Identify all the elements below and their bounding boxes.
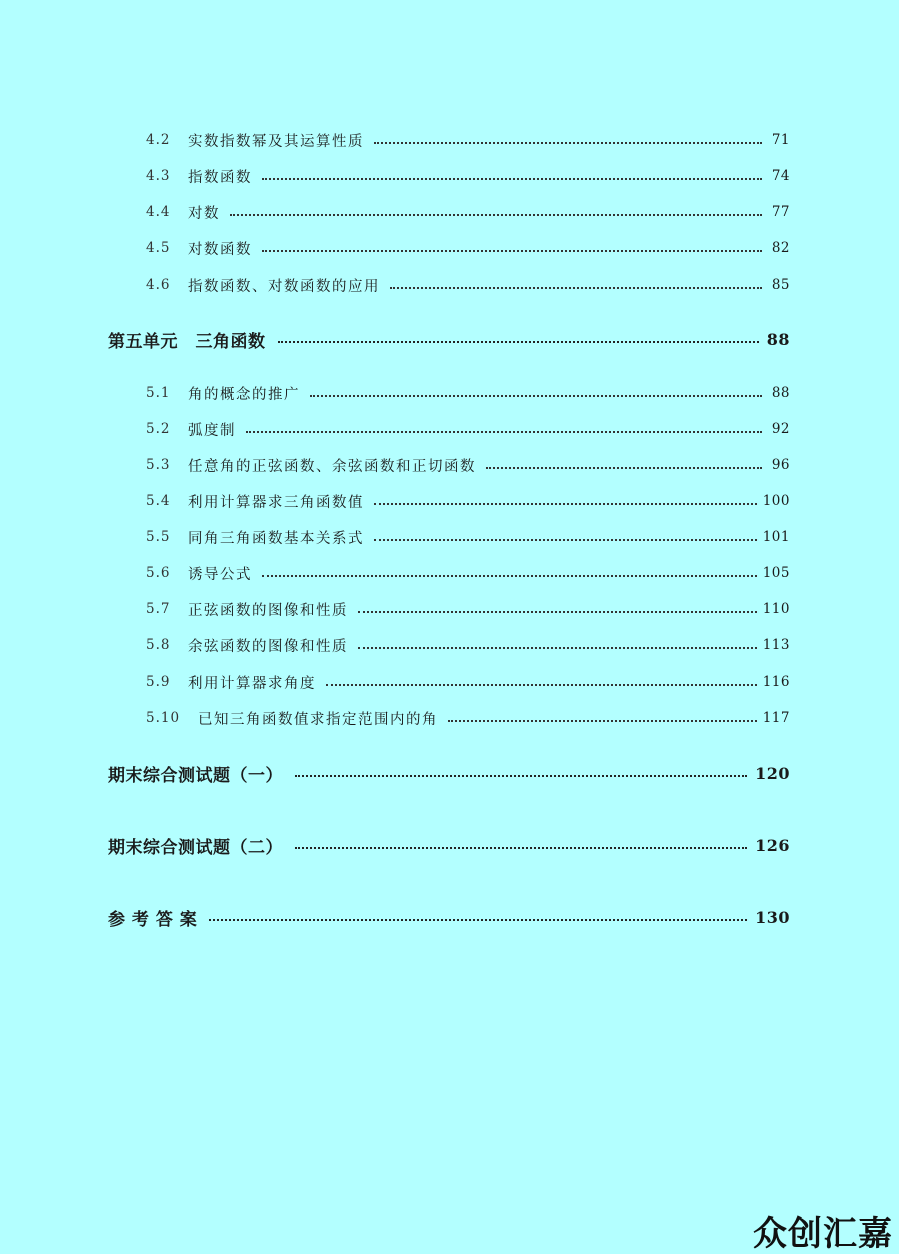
- dot-leader: [310, 395, 762, 397]
- dot-leader: [278, 341, 759, 343]
- toc-entry-unit-5[interactable]: [108, 324, 790, 354]
- toc-entry-5-7[interactable]: [146, 597, 790, 621]
- toc-entry-final-test-1[interactable]: [108, 758, 790, 788]
- toc-entry-5-8[interactable]: [146, 633, 790, 657]
- section-title: 正弦函数的图像和性质: [188, 602, 348, 619]
- section-number: 4.6: [146, 277, 171, 293]
- page-number: 105: [762, 565, 790, 581]
- page-number: 101: [762, 529, 790, 545]
- dot-leader: [374, 539, 757, 541]
- dot-leader: [374, 503, 757, 505]
- toc-entry-5-5[interactable]: [146, 525, 790, 549]
- dot-leader: [262, 575, 757, 577]
- section-number: 5.10: [146, 710, 181, 726]
- page-number: 110: [762, 601, 790, 617]
- section-title: 任意角的正弦函数、余弦函数和正切函数: [188, 458, 476, 475]
- dot-leader: [295, 775, 747, 777]
- toc-entry-4-4[interactable]: [146, 200, 790, 224]
- dot-leader: [230, 214, 762, 216]
- toc-entry-5-4[interactable]: [146, 489, 790, 513]
- dot-leader: [262, 250, 762, 252]
- watermark-text: 众创汇嘉: [753, 1214, 893, 1254]
- page-number: 113: [762, 637, 790, 653]
- section-number: 5.2: [146, 421, 171, 437]
- section-title: 角的概念的推广: [188, 386, 300, 403]
- section-title: 利用计算器求三角函数值: [188, 494, 364, 511]
- toc-entry-5-3[interactable]: [146, 453, 790, 477]
- entry-title: 期末综合测试题（一）: [108, 765, 283, 786]
- section-number: 5.9: [146, 674, 171, 690]
- section-number: 5.3: [146, 457, 171, 473]
- page-number: 88: [766, 329, 790, 349]
- section-number: 5.5: [146, 529, 171, 545]
- toc-entry-4-2[interactable]: [146, 128, 790, 152]
- toc-entry-5-10[interactable]: [146, 706, 790, 730]
- entry-title: 期末综合测试题（二）: [108, 837, 283, 858]
- dot-leader: [326, 684, 757, 686]
- dot-leader: [209, 919, 747, 921]
- dot-leader: [448, 720, 757, 722]
- page-number: 71: [771, 132, 790, 148]
- section-number: 4.2: [146, 132, 171, 148]
- section-number: 4.4: [146, 204, 171, 220]
- section-title: 诱导公式: [188, 566, 252, 583]
- page-number: 77: [771, 204, 790, 220]
- dot-leader: [374, 142, 762, 144]
- toc-entry-5-9[interactable]: [146, 670, 790, 694]
- section-number: 5.6: [146, 565, 171, 581]
- section-number: 4.3: [146, 168, 171, 184]
- toc-entry-5-2[interactable]: [146, 417, 790, 441]
- section-title: 指数函数: [188, 169, 252, 186]
- dot-leader: [295, 847, 747, 849]
- section-title: 弧度制: [188, 422, 236, 439]
- page-number: 92: [771, 421, 790, 437]
- dot-leader: [390, 287, 762, 289]
- toc-entry-final-test-2[interactable]: [108, 830, 790, 860]
- toc-entry-4-5[interactable]: [146, 236, 790, 260]
- page-number: 82: [771, 240, 790, 256]
- section-number: 5.1: [146, 385, 171, 401]
- section-title: 对数: [188, 205, 220, 222]
- dot-leader: [246, 431, 762, 433]
- toc-entry-4-6[interactable]: [146, 273, 790, 297]
- toc-entry-4-3[interactable]: [146, 164, 790, 188]
- page-number: 117: [762, 710, 790, 726]
- toc-entry-5-1[interactable]: [146, 381, 790, 405]
- dot-leader: [358, 647, 757, 649]
- section-title: 已知三角函数值求指定范围内的角: [198, 711, 438, 728]
- section-number: 4.5: [146, 240, 171, 256]
- section-number: 5.4: [146, 493, 171, 509]
- section-title: 实数指数幂及其运算性质: [188, 133, 364, 150]
- page-number: 130: [755, 907, 790, 927]
- section-title: 利用计算器求角度: [188, 675, 316, 692]
- unit-title: 第五单元 三角函数: [108, 331, 266, 352]
- section-title: 对数函数: [188, 241, 252, 258]
- page-number: 96: [771, 457, 790, 473]
- page-number: 126: [755, 835, 790, 855]
- section-number: 5.7: [146, 601, 171, 617]
- dot-leader: [262, 178, 762, 180]
- page-number: 88: [771, 385, 790, 401]
- dot-leader: [486, 467, 762, 469]
- entry-title: 参 考 答 案: [108, 909, 198, 930]
- section-title: 同角三角函数基本关系式: [188, 530, 364, 547]
- page-number: 100: [762, 493, 790, 509]
- section-number: 5.8: [146, 637, 171, 653]
- section-title: 指数函数、对数函数的应用: [188, 278, 380, 295]
- toc-entry-answers[interactable]: [108, 902, 790, 932]
- page-number: 116: [762, 674, 790, 690]
- toc-entry-5-6[interactable]: [146, 561, 790, 585]
- section-title: 余弦函数的图像和性质: [188, 638, 348, 655]
- page-number: 74: [771, 168, 790, 184]
- dot-leader: [358, 611, 757, 613]
- page-number: 120: [755, 763, 790, 783]
- page-number: 85: [771, 277, 790, 293]
